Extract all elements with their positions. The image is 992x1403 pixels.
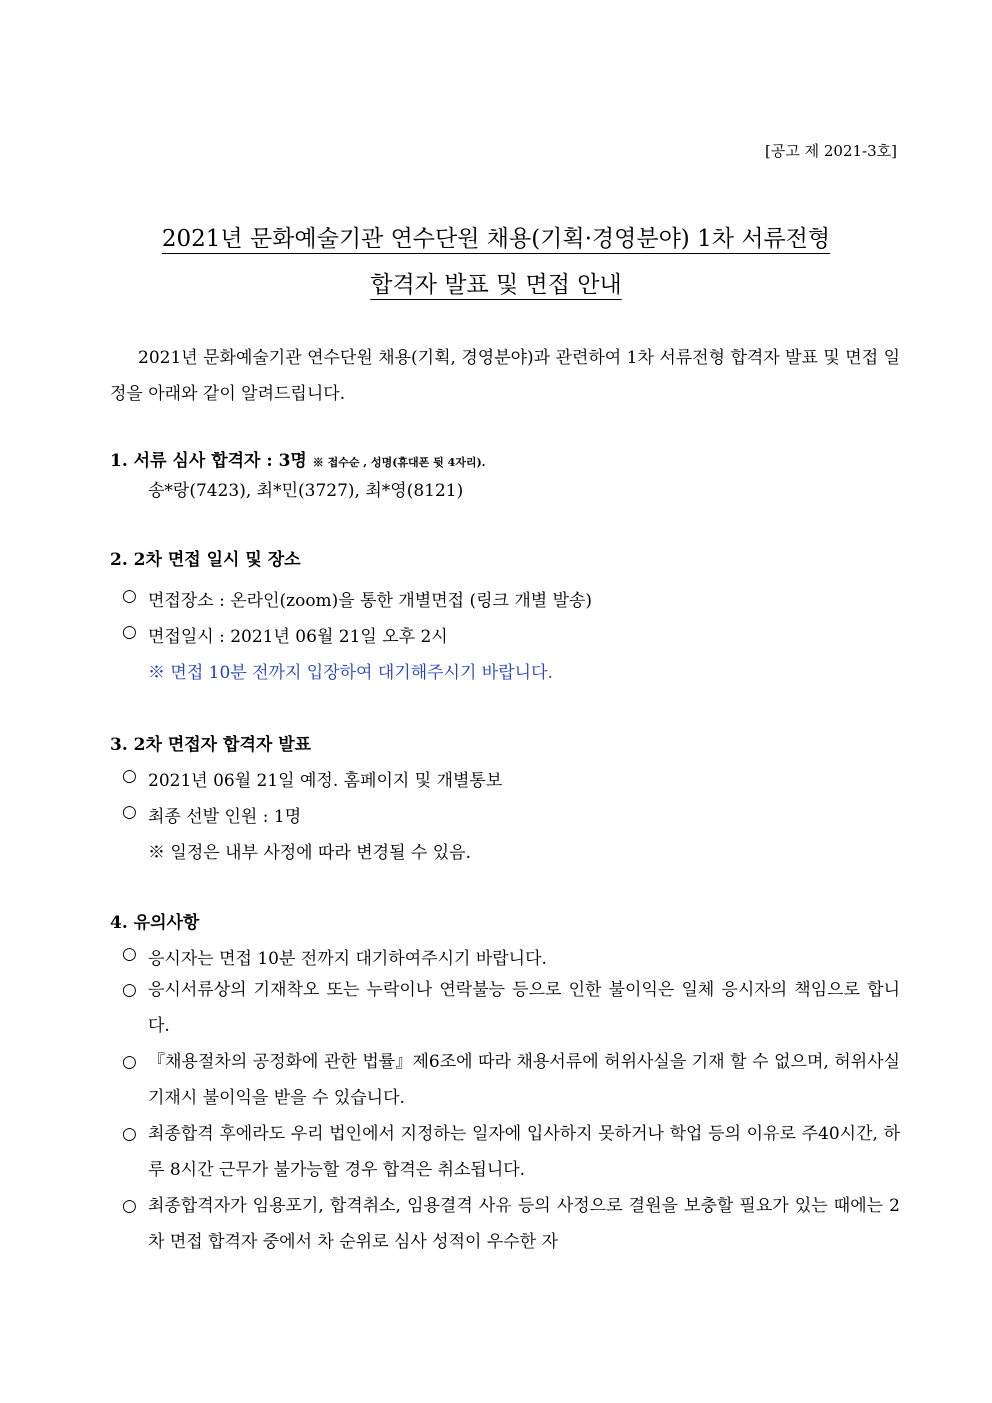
section-3-heading: 3. 2차 면접자 합격자 발표 [110, 735, 312, 755]
section-4-item: ○ 최종합격 후에라도 우리 법인에서 지정하는 일자에 입사하지 못하거나 학업 등의 이유로 주40시간, 하루 8시간 근무가 불가능할 경우 합격은 취소됩니다. [122, 1124, 900, 1180]
section-3-announce: ○ 2021년 06월 21일 예정. 홈페이지 및 개별통보 [122, 766, 503, 791]
bullet-circle: ○ [122, 802, 137, 822]
bullet-circle: ○ [122, 980, 137, 1000]
section-3-final: ○ 최종 선발 인원 : 1명 [122, 802, 302, 827]
bullet-circle: ○ [122, 1052, 137, 1072]
bullet-circle: ○ [122, 622, 137, 642]
title-line-2: 합격자 발표 및 면접 안내 [370, 272, 622, 298]
section-2-heading: 2. 2차 면접 일시 및 장소 [110, 550, 301, 570]
section-4-item: ○ 『채용절차의 공정화에 관한 법률』제6조에 따라 채용서류에 허위사실을 기재 할 수 없으며, 허위사실 기재시 불이익을 받을 수 있습니다. [122, 1052, 900, 1108]
intro-paragraph: 2021년 문화예술기관 연수단원 채용(기획, 경영분야)과 관련하여 1차 서류전형 합격자 발표 및 면접 일정을 아래와 같이 알려드립니다. [110, 348, 900, 404]
section-4-item: ○ 응시자는 면접 10분 전까지 대기하여주시기 바랍니다. [122, 944, 547, 969]
section-2-note: ※ 면접 10분 전까지 입장하여 대기해주시기 바랍니다. [148, 663, 553, 683]
bullet-circle: ○ [122, 944, 137, 964]
bullet-circle: ○ [122, 1124, 137, 1144]
notice-number: [공고 제 2021-3호] [765, 142, 897, 160]
bullet-circle: ○ [122, 766, 137, 786]
section-3-note: ※ 일정은 내부 사정에 따라 변경될 수 있음. [148, 843, 471, 863]
section-2-place: ○ 면접장소 : 온라인(zoom)을 통한 개별면접 (링크 개별 발송) [122, 586, 593, 611]
section-1-note: ※ 접수순 , 성명(휴대폰 뒷 4자리). [312, 456, 486, 469]
section-2-datetime: ○ 면접일시 : 2021년 06월 21일 오후 2시 [122, 622, 448, 647]
section-1-names: 송*랑(7423), 최*민(3727), 최*영(8121) [148, 481, 464, 501]
section-4-item: ○ 응시서류상의 기재착오 또는 누락이나 연락불능 등으로 인한 불이익은 일체 응시자의 책임으로 합니다. [122, 980, 900, 1036]
section-4-item: ○ 최종합격자가 임용포기, 합격취소, 임용결격 사유 등의 사정으로 결원을 보충할 필요가 있는 때에는 2차 면접 합격자 중에서 차 순위로 심사 성적이 우수한 자 [122, 1196, 900, 1252]
section-4-heading: 4. 유의사항 [110, 913, 200, 933]
section-1-heading: 1. 서류 심사 합격자 : 3명 ※ 접수순 , 성명(휴대폰 뒷 4자리). [110, 451, 486, 471]
bullet-circle: ○ [122, 586, 137, 606]
bullet-circle: ○ [122, 1196, 137, 1216]
title-line-1: 2021년 문화예술기관 연수단원 채용(기획·경영분야) 1차 서류전형 [161, 226, 831, 252]
